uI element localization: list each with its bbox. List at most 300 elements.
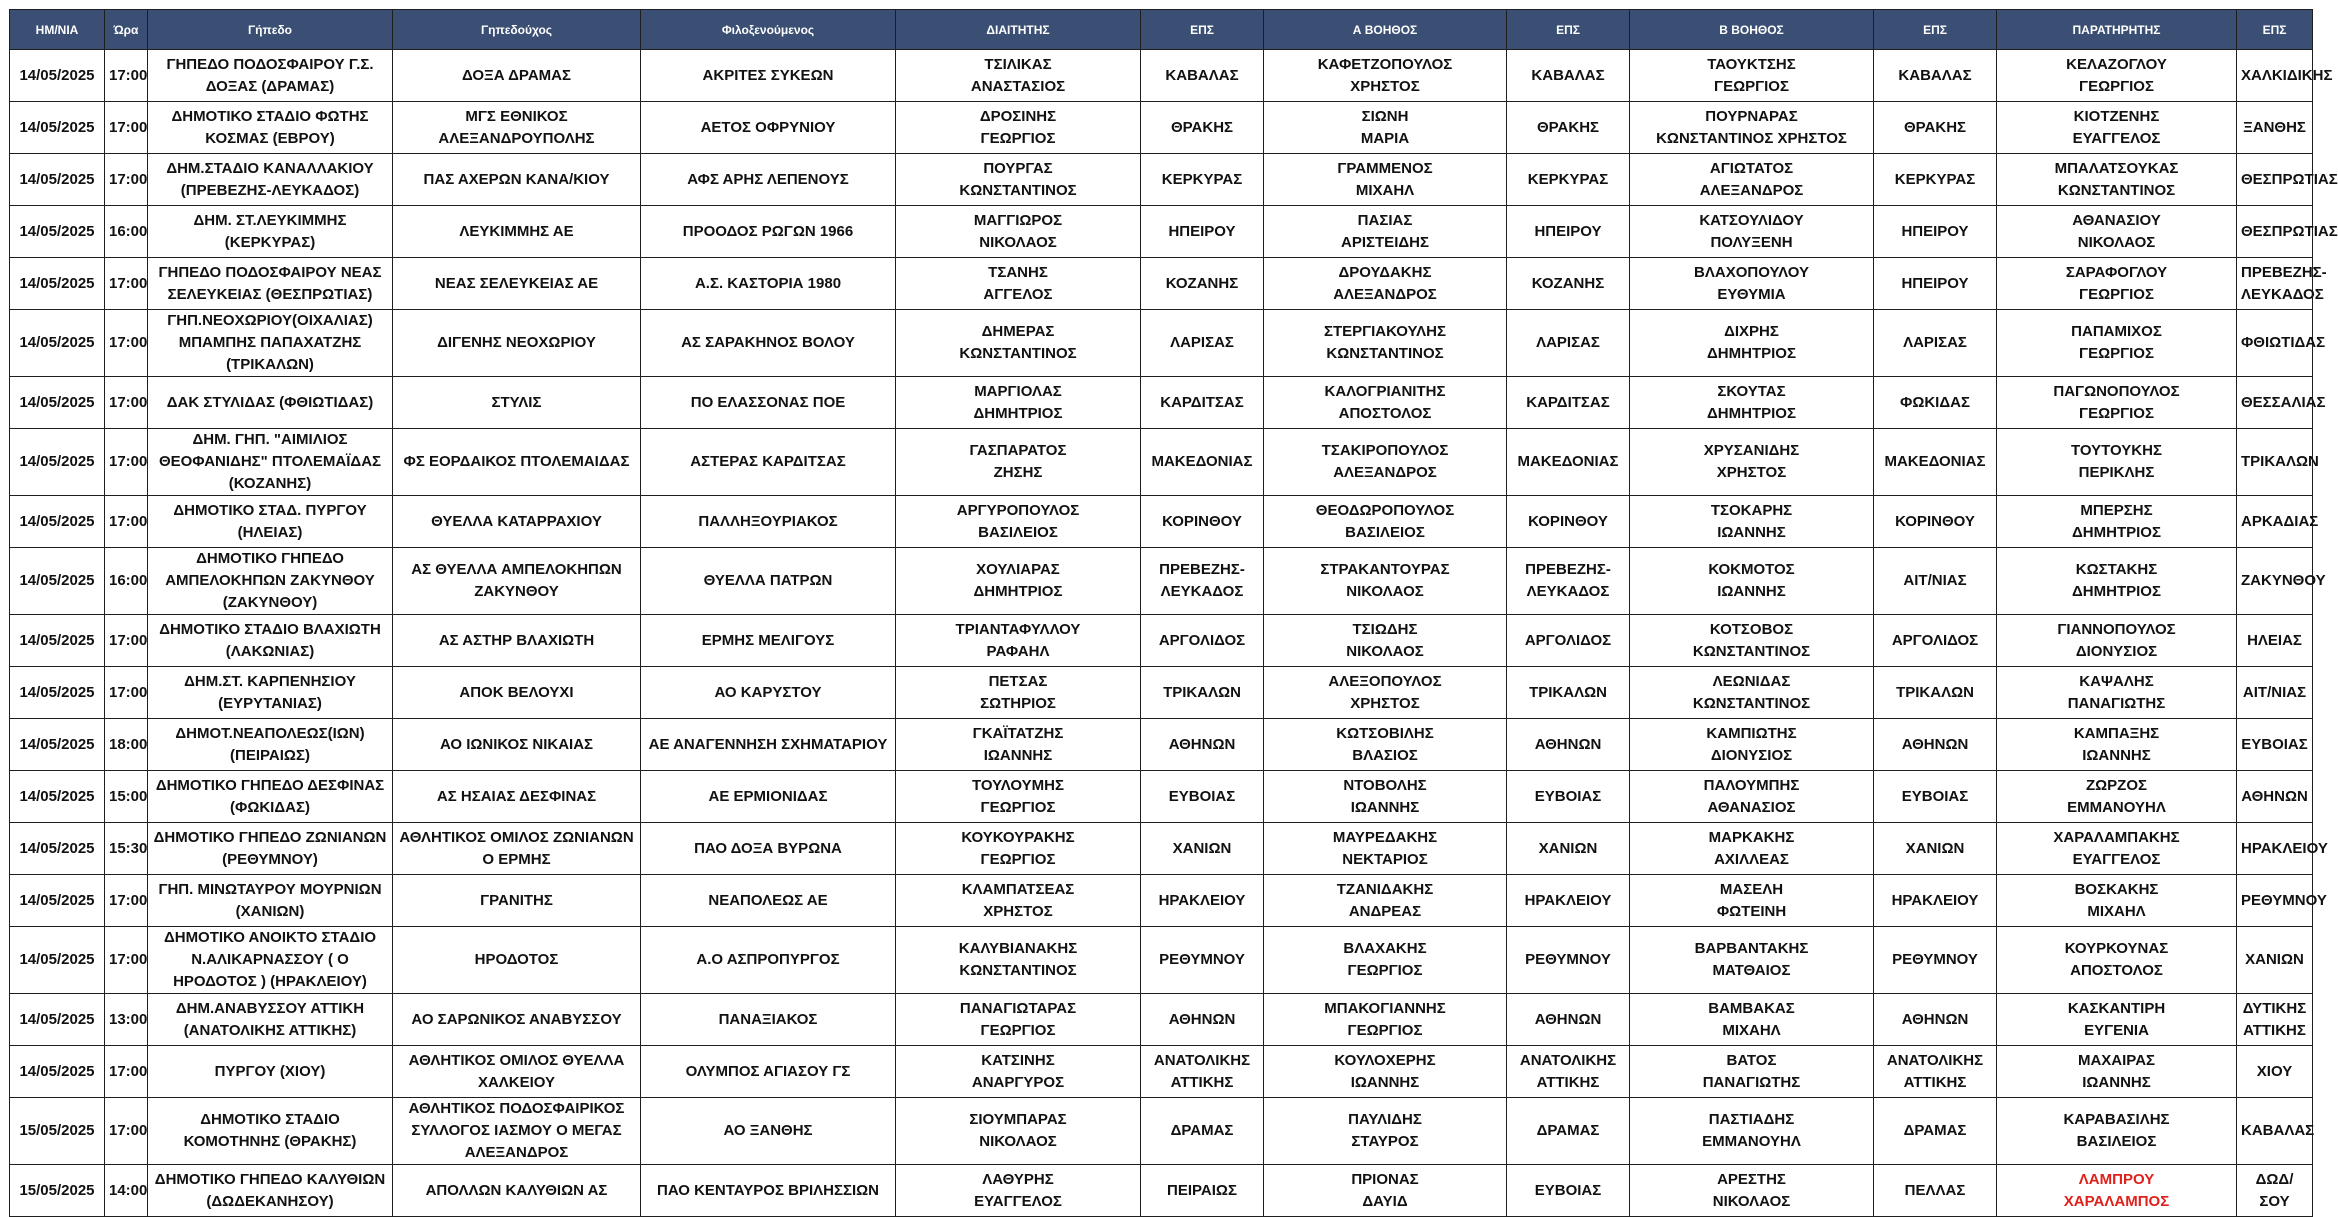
observer-eps-cell: ΦΘΙΩΤΙΔΑΣ — [2237, 310, 2313, 377]
column-header-home-team: Γηπεδούχος — [393, 10, 641, 50]
observer-eps-cell: ΖΑΚΥΝΘΟΥ — [2237, 548, 2313, 615]
assistant-a-cell: ΠΑΥΛΙΔΗΣ ΣΤΑΥΡΟΣ — [1264, 1098, 1507, 1165]
observer-cell: ΚΙΟΤΖΕΝΗΣ ΕΥΑΓΓΕΛΟΣ — [1997, 102, 2237, 154]
assistant-b-cell: ΚΟΚΜΟΤΟΣ ΙΩΑΝΝΗΣ — [1630, 548, 1874, 615]
referee-eps-cell: ΚΑΒΑΛΑΣ — [1141, 50, 1264, 102]
stadium-cell: ΔΗΜ. ΣΤ.ΛΕΥΚΙΜΜΗΣ (ΚΕΡΚΥΡΑΣ) — [148, 206, 393, 258]
assistant-a-cell: ΚΑΛΟΓΡΙΑΝΙΤΗΣ ΑΠΟΣΤΟΛΟΣ — [1264, 377, 1507, 429]
table-row — [10, 102, 2313, 154]
assistant-a-eps-cell: ΚΟΡΙΝΘΟΥ — [1507, 496, 1630, 548]
column-header-stadium: Γήπεδο — [148, 10, 393, 50]
time-cell: 17:00 — [105, 310, 148, 377]
home-team-cell: ΝΕΑΣ ΣΕΛΕΥΚΕΙΑΣ ΑΕ — [393, 258, 641, 310]
assistant-a-eps-cell: ΑΘΗΝΩΝ — [1507, 719, 1630, 771]
observer-cell: ΜΠΕΡΣΗΣ ΔΗΜΗΤΡΙΟΣ — [1997, 496, 2237, 548]
assistant-b-eps-cell: ΤΡΙΚΑΛΩΝ — [1874, 667, 1997, 719]
assistant-b-cell: ΜΑΡΚΑΚΗΣ ΑΧΙΛΛΕΑΣ — [1630, 823, 1874, 875]
assistant-a-eps-cell: ΑΡΓΟΛΙΔΟΣ — [1507, 615, 1630, 667]
referee-eps-cell: ΜΑΚΕΔΟΝΙΑΣ — [1141, 429, 1264, 496]
away-team-cell: ΝΕΑΠΟΛΕΩΣ ΑΕ — [641, 875, 896, 927]
observer-eps-cell: ΤΡΙΚΑΛΩΝ — [2237, 429, 2313, 496]
assistant-a-cell: ΣΙΩΝΗ ΜΑΡΙΑ — [1264, 102, 1507, 154]
referee-eps-cell: ΤΡΙΚΑΛΩΝ — [1141, 667, 1264, 719]
home-team-cell: ΑΠΟΛΛΩΝ ΚΑΛΥΘΙΩΝ ΑΣ — [393, 1165, 641, 1217]
assistant-b-eps-cell: ΑΘΗΝΩΝ — [1874, 994, 1997, 1046]
column-header-assistant-a-eps: ΕΠΣ — [1507, 10, 1630, 50]
observer-eps-cell: ΔΩΔ/ΣΟΥ — [2237, 1165, 2313, 1217]
assistant-b-eps-cell: ΚΟΡΙΝΘΟΥ — [1874, 496, 1997, 548]
observer-cell: ΜΑΧΑΙΡΑΣ ΙΩΑΝΝΗΣ — [1997, 1046, 2237, 1098]
referee-eps-cell: ΛΑΡΙΣΑΣ — [1141, 310, 1264, 377]
observer-cell: ΓΙΑΝΝΟΠΟΥΛΟΣ ΔΙΟΝΥΣΙΟΣ — [1997, 615, 2237, 667]
home-team-cell: ΑΣ ΗΣΑΙΑΣ ΔΕΣΦΙΝΑΣ — [393, 771, 641, 823]
column-header-observer-eps: ΕΠΣ — [2237, 10, 2313, 50]
schedule-table-container — [9, 9, 2338, 1217]
assistant-a-cell: ΤΖΑΝΙΔΑΚΗΣ ΑΝΔΡΕΑΣ — [1264, 875, 1507, 927]
assistant-a-eps-cell: ΑΘΗΝΩΝ — [1507, 994, 1630, 1046]
time-cell: 14:00 — [105, 1165, 148, 1217]
away-team-cell: ΠΟ ΕΛΑΣΣΟΝΑΣ ΠΟΕ — [641, 377, 896, 429]
observer-cell: ΣΑΡΑΦΟΓΛΟΥ ΓΕΩΡΓΙΟΣ — [1997, 258, 2237, 310]
observer-eps-cell: ΧΙΟΥ — [2237, 1046, 2313, 1098]
time-cell: 16:00 — [105, 548, 148, 615]
assistant-b-cell: ΒΑΜΒΑΚΑΣ ΜΙΧΑΗΛ — [1630, 994, 1874, 1046]
observer-eps-cell: ΘΕΣΠΡΩΤΙΑΣ — [2237, 154, 2313, 206]
time-cell: 15:00 — [105, 771, 148, 823]
date-cell: 15/05/2025 — [10, 1165, 105, 1217]
away-team-cell: ΑΕ ΑΝΑΓΕΝΝΗΣΗ ΣΧΗΜΑΤΑΡΙΟΥ — [641, 719, 896, 771]
home-team-cell: ΦΣ ΕΟΡΔΑΙΚΟΣ ΠΤΟΛΕΜΑΙΔΑΣ — [393, 429, 641, 496]
observer-eps-cell: ΞΑΝΘΗΣ — [2237, 102, 2313, 154]
away-team-cell: ΑΦΣ ΑΡΗΣ ΛΕΠΕΝΟΥΣ — [641, 154, 896, 206]
stadium-cell: ΔΗΜΟΤΙΚΟ ΣΤΑΔ. ΠΥΡΓΟΥ (ΗΛΕΙΑΣ) — [148, 496, 393, 548]
home-team-cell: ΑΣ ΑΣΤΗΡ ΒΛΑΧΙΩΤΗ — [393, 615, 641, 667]
table-row — [10, 310, 2313, 377]
column-header-assistant-a: Α ΒΟΗΘΟΣ — [1264, 10, 1507, 50]
assistant-a-eps-cell: ΕΥΒΟΙΑΣ — [1507, 1165, 1630, 1217]
stadium-cell: ΔΗΜΟΤΙΚΟ ΓΗΠΕΔΟ ΚΑΛΥΘΙΩΝ (ΔΩΔΕΚΑΝΗΣΟΥ) — [148, 1165, 393, 1217]
home-team-cell: ΜΓΣ ΕΘΝΙΚΟΣ ΑΛΕΞΑΝΔΡΟΥΠΟΛΗΣ — [393, 102, 641, 154]
assistant-b-eps-cell: ΕΥΒΟΙΑΣ — [1874, 771, 1997, 823]
home-team-cell: ΑΘΛΗΤΙΚΟΣ ΠΟΔΟΣΦΑΙΡΙΚΟΣ ΣΥΛΛΟΓΟΣ ΙΑΣΜΟΥ Ο ΜΕΓΑΣ ΑΛΕΞΑΝΔΡΟΣ — [393, 1098, 641, 1165]
assistant-a-cell: ΑΛΕΞΟΠΟΥΛΟΣ ΧΡΗΣΤΟΣ — [1264, 667, 1507, 719]
observer-eps-cell: ΡΕΘΥΜΝΟΥ — [2237, 875, 2313, 927]
stadium-cell: ΔΗΜΟΤΙΚΟ ΓΗΠΕΔΟ ΔΕΣΦΙΝΑΣ (ΦΩΚΙΔΑΣ) — [148, 771, 393, 823]
table-row — [10, 496, 2313, 548]
home-team-cell: ΗΡΟΔΟΤΟΣ — [393, 927, 641, 994]
referee-cell: ΤΟΥΛΟΥΜΗΣ ΓΕΩΡΓΙΟΣ — [896, 771, 1141, 823]
assistant-b-eps-cell: ΡΕΘΥΜΝΟΥ — [1874, 927, 1997, 994]
date-cell: 14/05/2025 — [10, 258, 105, 310]
assistant-a-eps-cell: ΤΡΙΚΑΛΩΝ — [1507, 667, 1630, 719]
referee-eps-cell: ΚΟΡΙΝΘΟΥ — [1141, 496, 1264, 548]
table-row — [10, 429, 2313, 496]
assistant-b-eps-cell: ΛΑΡΙΣΑΣ — [1874, 310, 1997, 377]
home-team-cell: ΑΟ ΙΩΝΙΚΟΣ ΝΙΚΑΙΑΣ — [393, 719, 641, 771]
assistant-b-eps-cell: ΑΙΤ/ΝΙΑΣ — [1874, 548, 1997, 615]
assistant-b-eps-cell: ΚΑΒΑΛΑΣ — [1874, 50, 1997, 102]
stadium-cell: ΓΗΠΕΔΟ ΠΟΔΟΣΦΑΙΡΟΥ Γ.Σ. ΔΟΞΑΣ (ΔΡΑΜΑΣ) — [148, 50, 393, 102]
home-team-cell: ΘΥΕΛΛΑ ΚΑΤΑΡΡΑΧΙΟΥ — [393, 496, 641, 548]
stadium-cell: ΠΥΡΓΟΥ (ΧΙΟΥ) — [148, 1046, 393, 1098]
stadium-cell: ΔΗΜΟΤΙΚΟ ΣΤΑΔΙΟ ΒΛΑΧΙΩΤΗ (ΛΑΚΩΝΙΑΣ) — [148, 615, 393, 667]
assistant-a-cell: ΠΑΣΙΑΣ ΑΡΙΣΤΕΙΔΗΣ — [1264, 206, 1507, 258]
time-cell: 13:00 — [105, 994, 148, 1046]
assistant-b-eps-cell: ΑΝΑΤΟΛΙΚΗΣ ΑΤΤΙΚΗΣ — [1874, 1046, 1997, 1098]
assistant-b-cell: ΣΚΟΥΤΑΣ ΔΗΜΗΤΡΙΟΣ — [1630, 377, 1874, 429]
home-team-cell: ΑΟ ΣΑΡΩΝΙΚΟΣ ΑΝΑΒΥΣΣΟΥ — [393, 994, 641, 1046]
away-team-cell: ΑΕ ΕΡΜΙΟΝΙΔΑΣ — [641, 771, 896, 823]
table-row — [10, 875, 2313, 927]
referee-cell: ΠΟΥΡΓΑΣ ΚΩΝΣΤΑΝΤΙΝΟΣ — [896, 154, 1141, 206]
column-header-observer: ΠΑΡΑΤΗΡΗΤΗΣ — [1997, 10, 2237, 50]
assistant-b-cell: ΚΑΤΣΟΥΛΙΔΟΥ ΠΟΛΥΞΕΝΗ — [1630, 206, 1874, 258]
assistant-a-cell: ΚΟΥΛΟΧΕΡΗΣ ΙΩΑΝΝΗΣ — [1264, 1046, 1507, 1098]
referee-eps-cell: ΕΥΒΟΙΑΣ — [1141, 771, 1264, 823]
date-cell: 14/05/2025 — [10, 548, 105, 615]
away-team-cell: ΠΑΛΛΗΞΟΥΡΙΑΚΟΣ — [641, 496, 896, 548]
assistant-b-cell: ΔΙΧΡΗΣ ΔΗΜΗΤΡΙΟΣ — [1630, 310, 1874, 377]
away-team-cell: ΠΡΟΟΔΟΣ ΡΩΓΩΝ 1966 — [641, 206, 896, 258]
assistant-a-eps-cell: ΠΡΕΒΕΖΗΣ- ΛΕΥΚΑΔΟΣ — [1507, 548, 1630, 615]
assistant-a-cell: ΚΑΦΕΤΖΟΠΟΥΛΟΣ ΧΡΗΣΤΟΣ — [1264, 50, 1507, 102]
assistant-b-eps-cell: ΘΡΑΚΗΣ — [1874, 102, 1997, 154]
referee-cell: ΤΣΙΛΙΚΑΣ ΑΝΑΣΤΑΣΙΟΣ — [896, 50, 1141, 102]
date-cell: 14/05/2025 — [10, 50, 105, 102]
referee-cell: ΓΑΣΠΑΡΑΤΟΣ ΖΗΣΗΣ — [896, 429, 1141, 496]
time-cell: 17:00 — [105, 615, 148, 667]
assistant-a-eps-cell: ΜΑΚΕΔΟΝΙΑΣ — [1507, 429, 1630, 496]
referee-cell: ΓΚΑΪΤΑΤΖΗΣ ΙΩΑΝΝΗΣ — [896, 719, 1141, 771]
referee-eps-cell: ΚΑΡΔΙΤΣΑΣ — [1141, 377, 1264, 429]
date-cell: 14/05/2025 — [10, 429, 105, 496]
away-team-cell: Α.Ο ΑΣΠΡΟΠΥΡΓΟΣ — [641, 927, 896, 994]
stadium-cell: ΓΗΠΕΔΟ ΠΟΔΟΣΦΑΙΡΟΥ ΝΕΑΣ ΣΕΛΕΥΚΕΙΑΣ (ΘΕΣΠΡΩΤΙΑΣ) — [148, 258, 393, 310]
table-row — [10, 1165, 2313, 1217]
referee-eps-cell: ΘΡΑΚΗΣ — [1141, 102, 1264, 154]
observer-eps-cell: ΘΕΣΣΑΛΙΑΣ — [2237, 377, 2313, 429]
time-cell: 17:00 — [105, 429, 148, 496]
assistant-a-eps-cell: ΔΡΑΜΑΣ — [1507, 1098, 1630, 1165]
date-cell: 14/05/2025 — [10, 496, 105, 548]
assistant-b-eps-cell: ΑΡΓΟΛΙΔΟΣ — [1874, 615, 1997, 667]
date-cell: 14/05/2025 — [10, 154, 105, 206]
home-team-cell: ΑΘΛΗΤΙΚΟΣ ΟΜΙΛΟΣ ΘΥΕΛΛΑ ΧΑΛΚΕΙΟΥ — [393, 1046, 641, 1098]
time-cell: 17:00 — [105, 875, 148, 927]
away-team-cell: ΕΡΜΗΣ ΜΕΛΙΓΟΥΣ — [641, 615, 896, 667]
time-cell: 17:00 — [105, 50, 148, 102]
assistant-b-cell: ΧΡΥΣΑΝΙΔΗΣ ΧΡΗΣΤΟΣ — [1630, 429, 1874, 496]
column-header-assistant-b-eps: ΕΠΣ — [1874, 10, 1997, 50]
away-team-cell: ΑΣΤΕΡΑΣ ΚΑΡΔΙΤΣΑΣ — [641, 429, 896, 496]
stadium-cell: ΔΗΜ. ΓΗΠ. "ΑΙΜΙΛΙΟΣ ΘΕΟΦΑΝΙΔΗΣ" ΠΤΟΛΕΜΑΪΔΑΣ (ΚΟΖΑΝΗΣ) — [148, 429, 393, 496]
home-team-cell: ΑΘΛΗΤΙΚΟΣ ΟΜΙΛΟΣ ΖΩΝΙΑΝΩΝ Ο ΕΡΜΗΣ — [393, 823, 641, 875]
away-team-cell: ΠΑΟ ΔΟΞΑ ΒΥΡΩΝΑ — [641, 823, 896, 875]
date-cell: 14/05/2025 — [10, 823, 105, 875]
observer-cell: ΚΕΛΑΖΟΓΛΟΥ ΓΕΩΡΓΙΟΣ — [1997, 50, 2237, 102]
observer-eps-cell: ΕΥΒΟΙΑΣ — [2237, 719, 2313, 771]
away-team-cell: ΠΑΝΑΞΙΑΚΟΣ — [641, 994, 896, 1046]
assistant-b-eps-cell: ΑΘΗΝΩΝ — [1874, 719, 1997, 771]
referee-eps-cell: ΑΘΗΝΩΝ — [1141, 719, 1264, 771]
time-cell: 17:00 — [105, 258, 148, 310]
time-cell: 17:00 — [105, 102, 148, 154]
assistant-b-eps-cell: ΦΩΚΙΔΑΣ — [1874, 377, 1997, 429]
table-row — [10, 927, 2313, 994]
stadium-cell: ΔΗΜΟΤΙΚΟ ΓΗΠΕΔΟ ΖΩΝΙΑΝΩΝ (ΡΕΘΥΜΝΟΥ) — [148, 823, 393, 875]
column-header-date: ΗΜ/ΝΙΑ — [10, 10, 105, 50]
column-header-away-team: Φιλοξενούμενος — [641, 10, 896, 50]
assistant-b-cell: ΠΟΥΡΝΑΡΑΣ ΚΩΝΣΤΑΝΤΙΝΟΣ ΧΡΗΣΤΟΣ — [1630, 102, 1874, 154]
observer-eps-cell: ΧΑΝΙΩΝ — [2237, 927, 2313, 994]
assistant-a-eps-cell: ΚΑΡΔΙΤΣΑΣ — [1507, 377, 1630, 429]
assistant-a-cell: ΤΣΑΚΙΡΟΠΟΥΛΟΣ ΑΛΕΞΑΝΔΡΟΣ — [1264, 429, 1507, 496]
assistant-a-eps-cell: ΗΠΕΙΡΟΥ — [1507, 206, 1630, 258]
referee-cell: ΚΟΥΚΟΥΡΑΚΗΣ ΓΕΩΡΓΙΟΣ — [896, 823, 1141, 875]
column-header-assistant-b: Β ΒΟΗΘΟΣ — [1630, 10, 1874, 50]
stadium-cell: ΔΑΚ ΣΤΥΛΙΔΑΣ (ΦΘΙΩΤΙΔΑΣ) — [148, 377, 393, 429]
home-team-cell: ΛΕΥΚΙΜΜΗΣ ΑΕ — [393, 206, 641, 258]
referee-cell: ΛΑΘΥΡΗΣ ΕΥΑΓΓΕΛΟΣ — [896, 1165, 1141, 1217]
home-team-cell: ΑΣ ΘΥΕΛΛΑ ΑΜΠΕΛΟΚΗΠΩΝ ΖΑΚΥΝΘΟΥ — [393, 548, 641, 615]
assistant-b-cell: ΠΑΛΟΥΜΠΗΣ ΑΘΑΝΑΣΙΟΣ — [1630, 771, 1874, 823]
stadium-cell: ΔΗΜΟΤΙΚΟ ΣΤΑΔΙΟ ΚΟΜΟΤΗΝΗΣ (ΘΡΑΚΗΣ) — [148, 1098, 393, 1165]
home-team-cell: ΔΟΞΑ ΔΡΑΜΑΣ — [393, 50, 641, 102]
time-cell: 15:30 — [105, 823, 148, 875]
time-cell: 17:00 — [105, 667, 148, 719]
assistant-b-cell: ΠΑΣΤΙΑΔΗΣ ΕΜΜΑΝΟΥΗΛ — [1630, 1098, 1874, 1165]
referee-eps-cell: ΑΘΗΝΩΝ — [1141, 994, 1264, 1046]
date-cell: 14/05/2025 — [10, 1046, 105, 1098]
observer-cell: ΚΑΡΑΒΑΣΙΛΗΣ ΒΑΣΙΛΕΙΟΣ — [1997, 1098, 2237, 1165]
away-team-cell: ΟΛΥΜΠΟΣ ΑΓΙΑΣΟΥ ΓΣ — [641, 1046, 896, 1098]
away-team-cell: ΑΕΤΟΣ ΟΦΡΥΝΙΟΥ — [641, 102, 896, 154]
stadium-cell: ΔΗΜΟΤΙΚΟ ΣΤΑΔΙΟ ΦΩΤΗΣ ΚΟΣΜΑΣ (ΕΒΡΟΥ) — [148, 102, 393, 154]
assistant-a-cell: ΓΡΑΜΜΕΝΟΣ ΜΙΧΑΗΛ — [1264, 154, 1507, 206]
referee-cell: ΣΙΟΥΜΠΑΡΑΣ ΝΙΚΟΛΑΟΣ — [896, 1098, 1141, 1165]
assistant-a-eps-cell: ΚΕΡΚΥΡΑΣ — [1507, 154, 1630, 206]
assistant-b-eps-cell: ΗΡΑΚΛΕΙΟΥ — [1874, 875, 1997, 927]
observer-cell: ΧΑΡΑΛΑΜΠΑΚΗΣ ΕΥΑΓΓΕΛΟΣ — [1997, 823, 2237, 875]
referee-eps-cell: ΑΡΓΟΛΙΔΟΣ — [1141, 615, 1264, 667]
observer-eps-cell: ΘΕΣΠΡΩΤΙΑΣ — [2237, 206, 2313, 258]
assistant-a-eps-cell: ΑΝΑΤΟΛΙΚΗΣ ΑΤΤΙΚΗΣ — [1507, 1046, 1630, 1098]
table-row — [10, 771, 2313, 823]
observer-eps-cell: ΠΡΕΒΕΖΗΣ- ΛΕΥΚΑΔΟΣ — [2237, 258, 2313, 310]
referee-eps-cell: ΠΕΙΡΑΙΩΣ — [1141, 1165, 1264, 1217]
assistant-a-cell: ΚΩΤΣΟΒΙΛΗΣ ΒΛΑΣΙΟΣ — [1264, 719, 1507, 771]
away-team-cell: ΑΚΡΙΤΕΣ ΣΥΚΕΩΝ — [641, 50, 896, 102]
referee-cell: ΧΟΥΛΙΑΡΑΣ ΔΗΜΗΤΡΙΟΣ — [896, 548, 1141, 615]
referee-eps-cell: ΧΑΝΙΩΝ — [1141, 823, 1264, 875]
home-team-cell: ΔΙΓΕΝΗΣ ΝΕΟΧΩΡΙΟΥ — [393, 310, 641, 377]
observer-cell: ΠΑΓΩΝΟΠΟΥΛΟΣ ΓΕΩΡΓΙΟΣ — [1997, 377, 2237, 429]
table-row — [10, 719, 2313, 771]
observer-cell: ΜΠΑΛΑΤΣΟΥΚΑΣ ΚΩΝΣΤΑΝΤΙΝΟΣ — [1997, 154, 2237, 206]
observer-cell: ΠΑΠΑΜΙΧΟΣ ΓΕΩΡΓΙΟΣ — [1997, 310, 2237, 377]
assistant-a-eps-cell: ΕΥΒΟΙΑΣ — [1507, 771, 1630, 823]
table-row — [10, 615, 2313, 667]
assistant-b-cell: ΤΣΟΚΑΡΗΣ ΙΩΑΝΝΗΣ — [1630, 496, 1874, 548]
assistant-b-cell: ΚΟΤΣΟΒΟΣ ΚΩΝΣΤΑΝΤΙΝΟΣ — [1630, 615, 1874, 667]
date-cell: 14/05/2025 — [10, 875, 105, 927]
stadium-cell: ΓΗΠ.ΝΕΟΧΩΡΙΟΥ(ΟΙΧΑΛΙΑΣ) ΜΠΑΜΠΗΣ ΠΑΠΑΧΑΤΖΗΣ (ΤΡΙΚΑΛΩΝ) — [148, 310, 393, 377]
column-header-referee: ΔΙΑΙΤΗΤΗΣ — [896, 10, 1141, 50]
observer-eps-cell: ΧΑΛΚΙΔΙΚΗΣ — [2237, 50, 2313, 102]
assistant-a-cell: ΣΤΕΡΓΙΑΚΟΥΛΗΣ ΚΩΝΣΤΑΝΤΙΝΟΣ — [1264, 310, 1507, 377]
assistant-a-cell: ΜΑΥΡΕΔΑΚΗΣ ΝΕΚΤΑΡΙΟΣ — [1264, 823, 1507, 875]
observer-eps-cell: ΔΥΤΙΚΗΣ ΑΤΤΙΚΗΣ — [2237, 994, 2313, 1046]
time-cell: 17:00 — [105, 377, 148, 429]
assistant-b-cell: ΜΑΣΕΛΗ ΦΩΤΕΙΝΗ — [1630, 875, 1874, 927]
assistant-a-cell: ΜΠΑΚΟΓΙΑΝΝΗΣ ΓΕΩΡΓΙΟΣ — [1264, 994, 1507, 1046]
assistant-a-eps-cell: ΚΑΒΑΛΑΣ — [1507, 50, 1630, 102]
date-cell: 14/05/2025 — [10, 377, 105, 429]
assistant-b-eps-cell: ΚΕΡΚΥΡΑΣ — [1874, 154, 1997, 206]
stadium-cell: ΔΗΜΟΤΙΚΟ ΓΗΠΕΔΟ ΑΜΠΕΛΟΚΗΠΩΝ ΖΑΚΥΝΘΟΥ (ΖΑΚΥΝΘΟΥ) — [148, 548, 393, 615]
date-cell: 15/05/2025 — [10, 1098, 105, 1165]
referee-cell: ΤΣΑΝΗΣ ΑΓΓΕΛΟΣ — [896, 258, 1141, 310]
table-row — [10, 1046, 2313, 1098]
referee-cell: ΑΡΓΥΡΟΠΟΥΛΟΣ ΒΑΣΙΛΕΙΟΣ — [896, 496, 1141, 548]
time-cell: 18:00 — [105, 719, 148, 771]
table-row — [10, 154, 2313, 206]
table-row — [10, 1098, 2313, 1165]
observer-cell: ΚΑΜΠΑΞΗΣ ΙΩΑΝΝΗΣ — [1997, 719, 2237, 771]
assistant-a-eps-cell: ΧΑΝΙΩΝ — [1507, 823, 1630, 875]
date-cell: 14/05/2025 — [10, 102, 105, 154]
referee-cell: ΠΑΝΑΓΙΩΤΑΡΑΣ ΓΕΩΡΓΙΟΣ — [896, 994, 1141, 1046]
assistant-b-cell: ΑΓΙΩΤΑΤΟΣ ΑΛΕΞΑΝΔΡΟΣ — [1630, 154, 1874, 206]
referee-cell: ΔΡΟΣΙΝΗΣ ΓΕΩΡΓΙΟΣ — [896, 102, 1141, 154]
column-header-referee-eps: ΕΠΣ — [1141, 10, 1264, 50]
assistant-b-eps-cell: ΔΡΑΜΑΣ — [1874, 1098, 1997, 1165]
assistant-a-cell: ΝΤΟΒΟΛΗΣ ΙΩΑΝΝΗΣ — [1264, 771, 1507, 823]
observer-cell: ΒΟΣΚΑΚΗΣ ΜΙΧΑΗΛ — [1997, 875, 2237, 927]
referee-cell: ΚΛΑΜΠΑΤΣΕΑΣ ΧΡΗΣΤΟΣ — [896, 875, 1141, 927]
table-row — [10, 994, 2313, 1046]
stadium-cell: ΔΗΜ.ΣΤΑΔΙΟ ΚΑΝΑΛΛΑΚΙΟΥ (ΠΡΕΒΕΖΗΣ-ΛΕΥΚΑΔΟΣ) — [148, 154, 393, 206]
assistant-a-eps-cell: ΘΡΑΚΗΣ — [1507, 102, 1630, 154]
assistant-b-cell: ΑΡΕΣΤΗΣ ΝΙΚΟΛΑΟΣ — [1630, 1165, 1874, 1217]
date-cell: 14/05/2025 — [10, 719, 105, 771]
assistant-a-eps-cell: ΚΟΖΑΝΗΣ — [1507, 258, 1630, 310]
observer-cell: ΚΑΨΑΛΗΣ ΠΑΝΑΓΙΩΤΗΣ — [1997, 667, 2237, 719]
time-cell: 16:00 — [105, 206, 148, 258]
referee-cell: ΤΡΙΑΝΤΑΦΥΛΛΟΥ ΡΑΦΑΗΛ — [896, 615, 1141, 667]
observer-eps-cell: ΑΡΚΑΔΙΑΣ — [2237, 496, 2313, 548]
assistant-b-eps-cell: ΗΠΕΙΡΟΥ — [1874, 206, 1997, 258]
date-cell: 14/05/2025 — [10, 667, 105, 719]
header-row — [10, 10, 2313, 50]
observer-cell: ΚΩΣΤΑΚΗΣ ΔΗΜΗΤΡΙΟΣ — [1997, 548, 2237, 615]
stadium-cell: ΔΗΜΟΤΙΚΟ ΑΝΟΙΚΤΟ ΣΤΑΔΙΟ Ν.ΑΛΙΚΑΡΝΑΣΣΟΥ ( Ο ΗΡΟΔΟΤΟΣ ) (ΗΡΑΚΛΕΙΟΥ) — [148, 927, 393, 994]
home-team-cell: ΓΡΑΝΙΤΗΣ — [393, 875, 641, 927]
table-row — [10, 377, 2313, 429]
away-team-cell: ΑΟ ΞΑΝΘΗΣ — [641, 1098, 896, 1165]
referee-eps-cell: ΑΝΑΤΟΛΙΚΗΣ ΑΤΤΙΚΗΣ — [1141, 1046, 1264, 1098]
observer-cell: ΤΟΥΤΟΥΚΗΣ ΠΕΡΙΚΛΗΣ — [1997, 429, 2237, 496]
referee-eps-cell: ΚΕΡΚΥΡΑΣ — [1141, 154, 1264, 206]
observer-cell: ΖΩΡΖΟΣ ΕΜΜΑΝΟΥΗΛ — [1997, 771, 2237, 823]
observer-cell: ΚΑΣΚΑΝΤΙΡΗ ΕΥΓΕΝΙΑ — [1997, 994, 2237, 1046]
away-team-cell: ΠΑΟ ΚΕΝΤΑΥΡΟΣ ΒΡΙΛΗΣΣΙΩΝ — [641, 1165, 896, 1217]
assistant-a-cell: ΠΡΙΟΝΑΣ ΔΑΥΙΔ — [1264, 1165, 1507, 1217]
home-team-cell: ΣΤΥΛΙΣ — [393, 377, 641, 429]
away-team-cell: ΘΥΕΛΛΑ ΠΑΤΡΩΝ — [641, 548, 896, 615]
home-team-cell: ΠΑΣ ΑΧΕΡΩΝ ΚΑΝΑ/ΚΙΟΥ — [393, 154, 641, 206]
assistant-b-cell: ΒΛΑΧΟΠΟΥΛΟΥ ΕΥΘΥΜΙΑ — [1630, 258, 1874, 310]
referee-cell: ΔΗΜΕΡΑΣ ΚΩΝΣΤΑΝΤΙΝΟΣ — [896, 310, 1141, 377]
time-cell: 17:00 — [105, 154, 148, 206]
time-cell: 17:00 — [105, 1046, 148, 1098]
table-row — [10, 823, 2313, 875]
table-row — [10, 50, 2313, 102]
table-body — [10, 50, 2338, 1217]
referee-cell: ΚΑΤΣΙΝΗΣ ΑΝΑΡΓΥΡΟΣ — [896, 1046, 1141, 1098]
referee-eps-cell: ΔΡΑΜΑΣ — [1141, 1098, 1264, 1165]
referee-eps-cell: ΡΕΘΥΜΝΟΥ — [1141, 927, 1264, 994]
table-row — [10, 667, 2313, 719]
observer-eps-cell: ΗΛΕΙΑΣ — [2237, 615, 2313, 667]
observer-eps-cell: ΗΡΑΚΛΕΙΟΥ — [2237, 823, 2313, 875]
assistant-a-cell: ΒΛΑΧΑΚΗΣ ΓΕΩΡΓΙΟΣ — [1264, 927, 1507, 994]
away-team-cell: Α.Σ. ΚΑΣΤΟΡΙΑ 1980 — [641, 258, 896, 310]
observer-eps-cell: ΚΑΒΑΛΑΣ — [2237, 1098, 2313, 1165]
referee-cell: ΚΑΛΥΒΙΑΝΑΚΗΣ ΚΩΝΣΤΑΝΤΙΝΟΣ — [896, 927, 1141, 994]
date-cell: 14/05/2025 — [10, 771, 105, 823]
observer-eps-cell: ΑΙΤ/ΝΙΑΣ — [2237, 667, 2313, 719]
stadium-cell: ΔΗΜΟΤ.ΝΕΑΠΟΛΕΩΣ(ΙΩΝ) (ΠΕΙΡΑΙΩΣ) — [148, 719, 393, 771]
table-row — [10, 206, 2313, 258]
referee-eps-cell: ΗΠΕΙΡΟΥ — [1141, 206, 1264, 258]
observer-cell: ΚΟΥΡΚΟΥΝΑΣ ΑΠΟΣΤΟΛΟΣ — [1997, 927, 2237, 994]
assistant-b-cell: ΤΑΟΥΚΤΣΗΣ ΓΕΩΡΓΙΟΣ — [1630, 50, 1874, 102]
assistant-b-cell: ΒΑΡΒΑΝΤΑΚΗΣ ΜΑΤΘΑΙΟΣ — [1630, 927, 1874, 994]
date-cell: 14/05/2025 — [10, 927, 105, 994]
time-cell: 17:00 — [105, 927, 148, 994]
stadium-cell: ΔΗΜ.ΣΤ. ΚΑΡΠΕΝΗΣΙΟΥ (ΕΥΡΥΤΑΝΙΑΣ) — [148, 667, 393, 719]
assistant-a-cell: ΔΡΟΥΔΑΚΗΣ ΑΛΕΞΑΝΔΡΟΣ — [1264, 258, 1507, 310]
referee-eps-cell: ΠΡΕΒΕΖΗΣ- ΛΕΥΚΑΔΟΣ — [1141, 548, 1264, 615]
assistant-b-eps-cell: ΧΑΝΙΩΝ — [1874, 823, 1997, 875]
date-cell: 14/05/2025 — [10, 310, 105, 377]
observer-eps-cell: ΑΘΗΝΩΝ — [2237, 771, 2313, 823]
away-team-cell: ΑΣ ΣΑΡΑΚΗΝΟΣ ΒΟΛΟΥ — [641, 310, 896, 377]
date-cell: 14/05/2025 — [10, 206, 105, 258]
assistant-a-cell: ΣΤΡΑΚΑΝΤΟΥΡΑΣ ΝΙΚΟΛΑΟΣ — [1264, 548, 1507, 615]
observer-cell: ΛΑΜΠΡΟΥ ΧΑΡΑΛΑΜΠΟΣ — [1997, 1165, 2237, 1217]
column-header-time: Ώρα — [105, 10, 148, 50]
assistant-b-eps-cell: ΠΕΛΛΑΣ — [1874, 1165, 1997, 1217]
observer-cell: ΑΘΑΝΑΣΙΟΥ ΝΙΚΟΛΑΟΣ — [1997, 206, 2237, 258]
table-row — [10, 258, 2313, 310]
home-team-cell: ΑΠΟΚ ΒΕΛΟΥΧΙ — [393, 667, 641, 719]
assistant-b-cell: ΛΕΩΝΙΔΑΣ ΚΩΝΣΤΑΝΤΙΝΟΣ — [1630, 667, 1874, 719]
assistant-b-eps-cell: ΗΠΕΙΡΟΥ — [1874, 258, 1997, 310]
referee-eps-cell: ΗΡΑΚΛΕΙΟΥ — [1141, 875, 1264, 927]
table-row — [10, 548, 2313, 615]
referee-cell: ΜΑΓΓΙΩΡΟΣ ΝΙΚΟΛΑΟΣ — [896, 206, 1141, 258]
stadium-cell: ΓΗΠ. ΜΙΝΩΤΑΥΡΟΥ ΜΟΥΡΝΙΩΝ (ΧΑΝΙΩΝ) — [148, 875, 393, 927]
assistant-b-eps-cell: ΜΑΚΕΔΟΝΙΑΣ — [1874, 429, 1997, 496]
away-team-cell: ΑΟ ΚΑΡΥΣΤΟΥ — [641, 667, 896, 719]
date-cell: 14/05/2025 — [10, 994, 105, 1046]
assistant-a-eps-cell: ΗΡΑΚΛΕΙΟΥ — [1507, 875, 1630, 927]
match-schedule-table — [9, 9, 2338, 1217]
time-cell: 17:00 — [105, 1098, 148, 1165]
referee-cell: ΜΑΡΓΙΟΛΑΣ ΔΗΜΗΤΡΙΟΣ — [896, 377, 1141, 429]
